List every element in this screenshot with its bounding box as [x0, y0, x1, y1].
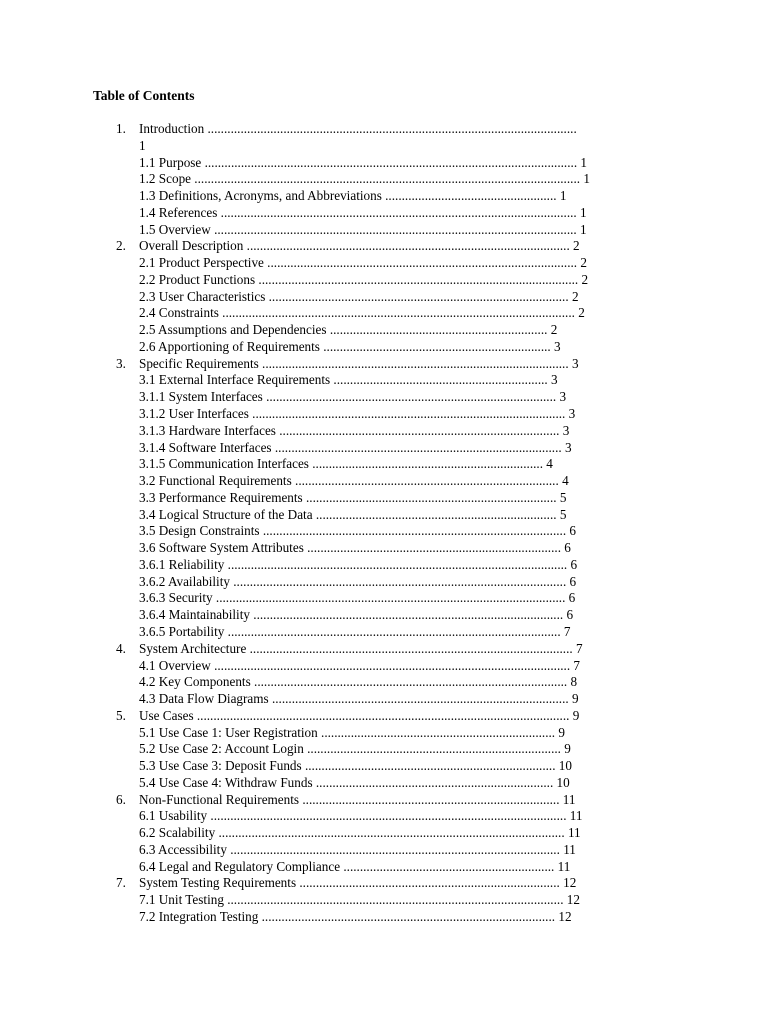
toc-entry-text: Specific Requirements ............................................................................................. 3 — [139, 355, 579, 371]
toc-entry — [0, 825, 768, 842]
toc-entry-text: 3.5 Design Constraints ............................................................................................ 6 — [139, 523, 577, 539]
toc-entry — [0, 305, 768, 322]
toc-entry-text: 6.2 Scalability ......................................................................................................... 11 — [139, 825, 581, 841]
toc-entry — [0, 205, 768, 222]
toc-entry-text: Use Cases ................................................................................................................. 9 — [139, 707, 580, 723]
toc-entry — [0, 741, 768, 758]
toc-entry — [0, 674, 768, 691]
toc-entry-text: System Architecture .................................................................................................. 7 — [139, 640, 583, 656]
toc-entry — [0, 372, 768, 389]
toc-entry-text: 3.1.5 Communication Interfaces ...................................................................... 4 — [139, 456, 553, 472]
toc-entry — [0, 289, 768, 306]
toc-entry — [0, 507, 768, 524]
toc-entry-text: 5.4 Use Case 4: Withdraw Funds ........................................................................ 10 — [139, 774, 570, 790]
toc-entry-text: 1.1 Purpose ................................................................................................................. 1 — [139, 154, 588, 170]
toc-entry — [0, 892, 768, 909]
toc-entry — [0, 691, 768, 708]
toc-entry-text: 5.2 Use Case 2: Account Login ............................................................................. 9 — [139, 741, 571, 757]
toc-entry-text: 2.1 Product Perspective .............................................................................................. 2 — [139, 255, 587, 271]
toc-entry — [0, 641, 768, 658]
toc-entry — [0, 792, 768, 809]
toc-entry — [0, 540, 768, 557]
toc-entry-text: 3.1.3 Hardware Interfaces ..................................................................................... 3 — [139, 422, 570, 438]
toc-entry — [0, 875, 768, 892]
toc-entry-text: 5.1 Use Case 1: User Registration ....................................................................... 9 — [139, 724, 565, 740]
toc-entry — [0, 188, 768, 205]
toc-entry — [0, 725, 768, 742]
toc-entry-text: 2.3 User Characteristics ........................................................................................... 2 — [139, 288, 579, 304]
toc-entry-text: 3.4 Logical Structure of the Data ......................................................................... 5 — [139, 506, 567, 522]
toc-entry — [0, 322, 768, 339]
toc-heading: Table of Contents — [93, 88, 195, 103]
toc-entry — [0, 255, 768, 272]
toc-entry-number: 5. — [116, 707, 126, 723]
toc-entry-text: 1 — [139, 137, 146, 153]
toc-entry-text: Introduction ................................................................................................................ — [139, 121, 577, 136]
toc-entry — [0, 423, 768, 440]
toc-entry — [0, 859, 768, 876]
toc-entry-text: 2.2 Product Functions ................................................................................................. 2 — [139, 271, 589, 287]
toc-entry — [0, 440, 768, 457]
toc-entry — [0, 490, 768, 507]
toc-entry-text: 6.3 Accessibility .................................................................................................... 11 — [139, 841, 576, 857]
toc-entry — [0, 272, 768, 289]
toc-entry-text: 4.3 Data Flow Diagrams .......................................................................................... 9 — [139, 691, 579, 707]
toc-entry — [0, 389, 768, 406]
toc-entry-text: 7.1 Unit Testing ...................................................................................................... 12 — [139, 892, 580, 908]
toc-entry — [0, 456, 768, 473]
toc-entry-text: 3.6.1 Reliability ....................................................................................................... 6 — [139, 556, 578, 572]
toc-entry — [0, 356, 768, 373]
toc-entry-text: 1.5 Overview .............................................................................................................. 1 — [139, 221, 587, 237]
toc-entry — [0, 473, 768, 490]
toc-entry — [0, 708, 768, 725]
toc-entry-text: 6.1 Usability ............................................................................................................ 11 — [139, 808, 583, 824]
toc-entry — [0, 758, 768, 775]
toc-entry-text: 3.1.2 User Interfaces ............................................................................................... 3 — [139, 406, 576, 422]
toc-entry-number: 1. — [116, 121, 126, 136]
toc-entry-number: 2. — [116, 238, 126, 254]
toc-entry — [0, 138, 768, 155]
toc-entry — [0, 171, 768, 188]
toc-entry — [0, 406, 768, 423]
toc-entry-text: 3.6.5 Portability ..................................................................................................... 7 — [139, 623, 571, 639]
toc-entry-text: System Testing Requirements ............................................................................... 12 — [139, 875, 577, 891]
toc-entry-text: Overall Description .................................................................................................. 2 — [139, 238, 580, 254]
toc-entry — [0, 775, 768, 792]
toc-entry — [0, 222, 768, 239]
toc-entry-text: 4.2 Key Components ............................................................................................... 8 — [139, 674, 578, 690]
toc-entry-text: 3.2 Functional Requirements ................................................................................ 4 — [139, 473, 569, 489]
toc-entry-text: 6.4 Legal and Regulatory Compliance ................................................................ 11 — [139, 858, 571, 874]
toc-entry-text: 2.6 Apportioning of Requirements ..................................................................... 3 — [139, 338, 561, 354]
toc-entry-text: 3.1 External Interface Requirements ................................................................. 3 — [139, 372, 558, 388]
toc-list — [0, 121, 768, 926]
toc-entry — [0, 238, 768, 255]
toc-entry — [0, 121, 768, 138]
toc-entry-text: 3.1.4 Software Interfaces ....................................................................................... 3 — [139, 439, 572, 455]
toc-entry — [0, 658, 768, 675]
toc-entry-text: 3.6 Software System Attributes ............................................................................. 6 — [139, 540, 571, 556]
toc-entry — [0, 590, 768, 607]
toc-entry-text: 3.6.4 Maintainability .............................................................................................. 6 — [139, 607, 574, 623]
toc-entry-number: 3. — [116, 355, 126, 371]
toc-entry — [0, 808, 768, 825]
toc-entry — [0, 574, 768, 591]
toc-entry-text: 5.3 Use Case 3: Deposit Funds ............................................................................ 10 — [139, 758, 572, 774]
toc-entry-text: 1.4 References ............................................................................................................ 1 — [139, 204, 587, 220]
toc-entry — [0, 339, 768, 356]
toc-entry-text: 2.5 Assumptions and Dependencies .................................................................. 2 — [139, 322, 558, 338]
toc-entry — [0, 557, 768, 574]
toc-entry — [0, 624, 768, 641]
toc-entry — [0, 607, 768, 624]
toc-entry-text: Non-Functional Requirements .............................................................................. 11 — [139, 791, 576, 807]
toc-entry-text: 3.3 Performance Requirements ............................................................................ 5 — [139, 489, 567, 505]
toc-entry-text: 3.1.1 System Interfaces ........................................................................................ 3 — [139, 389, 567, 405]
toc-entry-text: 4.1 Overview ............................................................................................................ 7 — [139, 657, 581, 673]
toc-entry — [0, 842, 768, 859]
toc-entry-text: 1.3 Definitions, Acronyms, and Abbreviations .................................................... 1 — [139, 188, 567, 204]
toc-entry — [0, 523, 768, 540]
toc-entry-text: 2.4 Constraints ........................................................................................................... 2 — [139, 305, 585, 321]
toc-entry-number: 4. — [116, 640, 126, 656]
toc-entry-number: 7. — [116, 875, 126, 891]
toc-entry-text: 3.6.3 Security .......................................................................................................... 6 — [139, 590, 576, 606]
toc-entry-text: 3.6.2 Availability ..................................................................................................... 6 — [139, 573, 577, 589]
toc-entry-text: 7.2 Integration Testing ......................................................................................... 12 — [139, 908, 572, 924]
toc-entry-number: 6. — [116, 791, 126, 807]
toc-entry — [0, 909, 768, 926]
toc-entry — [0, 155, 768, 172]
toc-entry-text: 1.2 Scope ..................................................................................................................... 1 — [139, 171, 590, 187]
